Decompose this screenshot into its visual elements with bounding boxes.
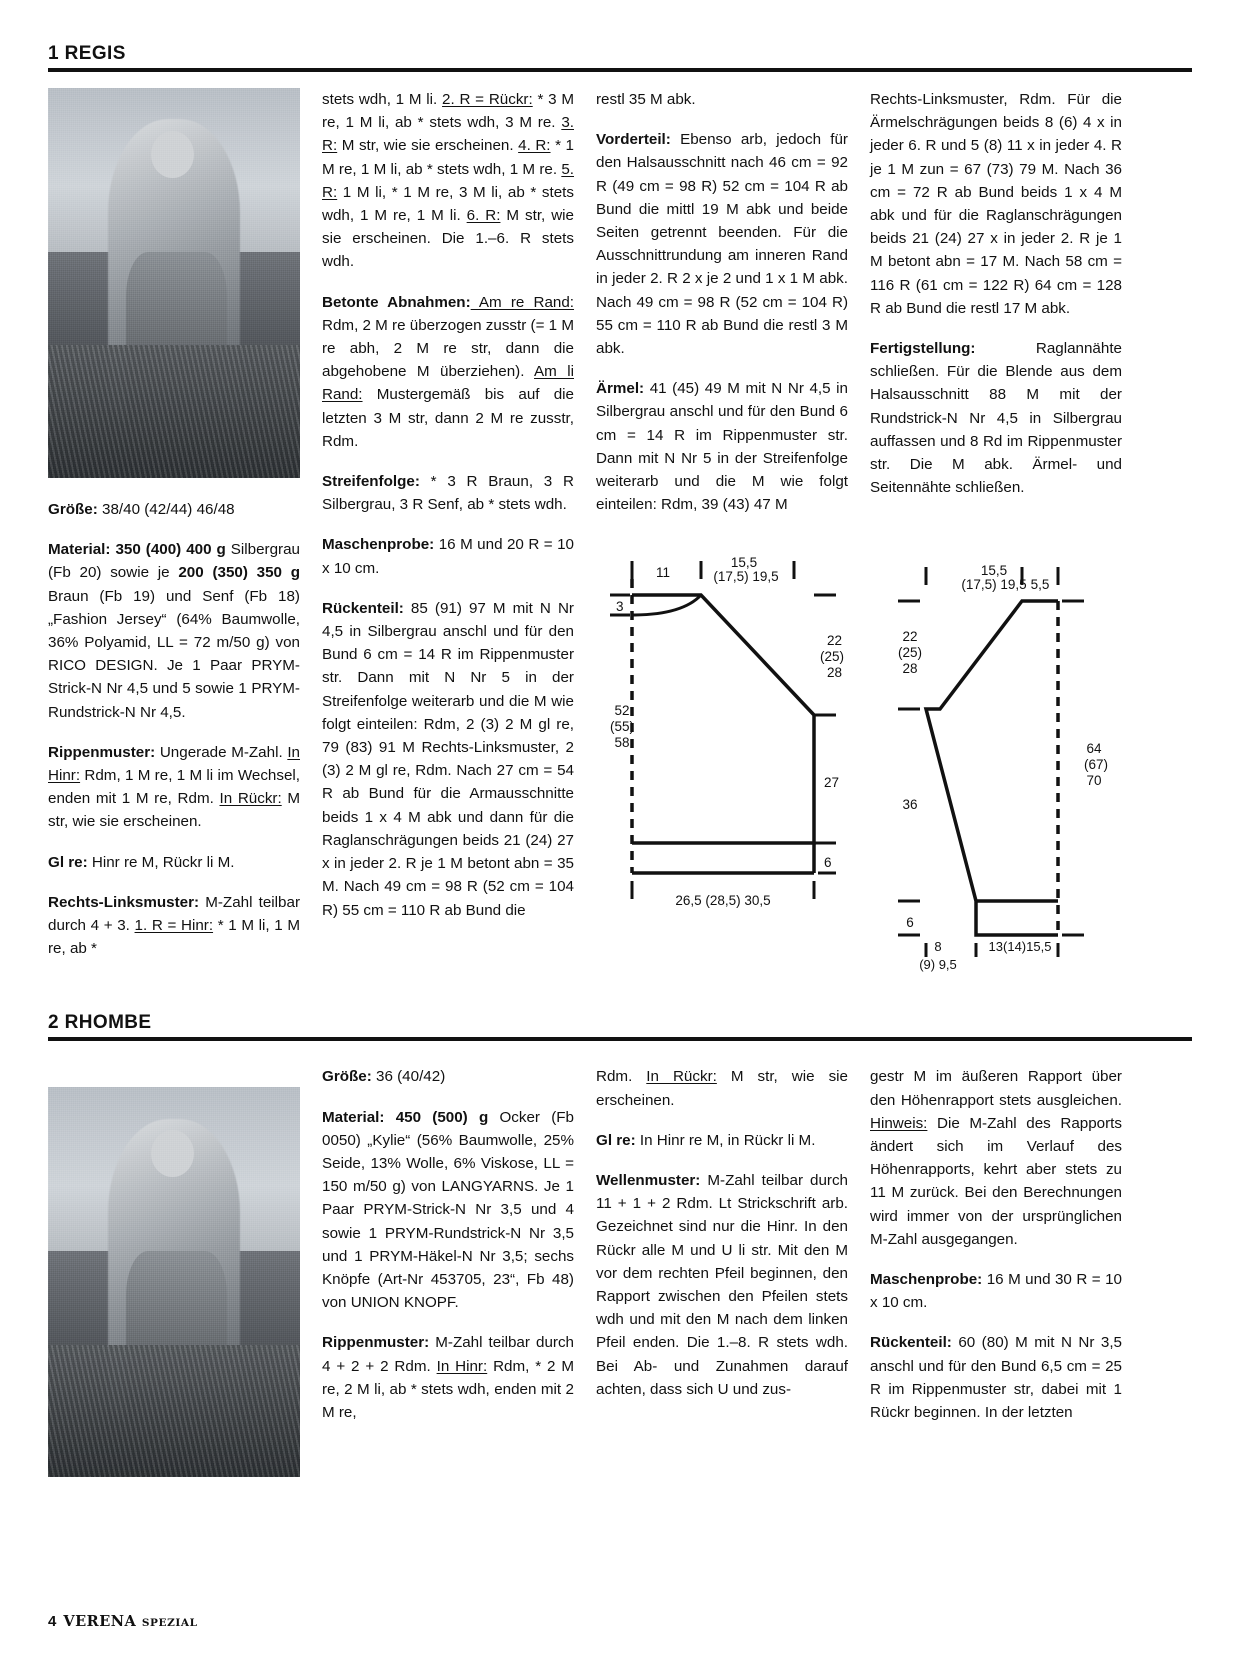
para-rippenmuster-2 xyxy=(322,1331,574,1424)
para-rueckr-2 xyxy=(596,1065,848,1111)
label-aermel: Ärmel: xyxy=(596,380,645,398)
label-groesse-2: Größe: xyxy=(322,1068,372,1086)
dim-raglan-b: (25) xyxy=(819,649,844,665)
para-rueckenteil xyxy=(322,597,574,922)
para-material-2 xyxy=(322,1106,574,1315)
para-betonte-abnahmen xyxy=(322,291,574,453)
column-1-rhombe xyxy=(48,1065,300,1477)
rippen-rueckr: In Rückr: xyxy=(219,790,282,808)
rippen2-t1: M-Zahl teilbar durch 4 + 2 + 2 Rdm. xyxy=(322,1334,574,1375)
pr-row2: 2. R = Rückr: xyxy=(442,91,533,108)
aermel-text: 41 (45) 49 M mit N Nr 4,5 in Silbergrau anschl und für den Bund 6 cm = 14 R im Rippenmuster str. Dann mit N Nr 5 in der Streifenfolge weiterarb und die M wie folgt einteilen: Rdm, 39 (43) 47 M xyxy=(596,380,848,514)
pr-t6: M str, wie sie erscheinen. Die 1.–6. R stets wdh. xyxy=(322,207,574,271)
dim-side-height: 27 xyxy=(824,775,840,791)
ba-am-re-rand: Am re Rand: xyxy=(470,293,575,311)
dim-shoulder-drop: 3 xyxy=(616,599,624,615)
pr-t4: * 1 M re, 1 M li, ab * stets wdh, 1 M re. xyxy=(322,137,574,178)
rueckr2-label: In Rückr: xyxy=(646,1068,717,1086)
label-glre-2: Gl re: xyxy=(596,1131,636,1149)
dim-sleeve-length: 36 xyxy=(902,797,918,813)
pr-row5: 5. R: xyxy=(322,160,574,201)
dim-top-width-2b: (17,5) 19,5 xyxy=(713,569,779,585)
maschenprobe-text: 16 M und 20 R = 10 x 10 cm. xyxy=(322,536,574,577)
pr-t1: stets wdh, 1 M li. xyxy=(322,91,443,108)
glre-text: Hinr re M, Rückr li M. xyxy=(87,853,235,871)
photo-regis xyxy=(48,88,300,478)
para-groesse-2 xyxy=(322,1065,574,1088)
label-rippenmuster: Rippenmuster: xyxy=(48,743,156,761)
pr-t2: * 3 M re, 1 M li, ab * stets wdh, 3 M re. xyxy=(322,91,574,132)
pr-t3: M str, wie sie erscheinen. xyxy=(337,137,519,155)
rapport-t1: gestr M im äußeren Rapport über den Höhenrapport stets ausgleichen. xyxy=(870,1068,1122,1109)
pr-t5: 1 M li, * 1 M re, 3 M li, ab * stets wdh, 1 M re, 1 M li. xyxy=(322,183,574,225)
dim-sleeve-top-c: 5,5 xyxy=(1030,577,1050,593)
para-vorderteil xyxy=(596,128,848,360)
rueckenteil2-text: 60 (80) M mit N Nr 3,5 anschl und für den Bund 6,5 cm = 25 R im Rippenmuster str, dabei mit 1 Rückr beginnen. In der letzten xyxy=(870,1334,1122,1422)
section-title-2: 2 RHOMBE xyxy=(48,1012,152,1034)
para-aermel xyxy=(596,377,848,516)
rippen2-t2: Rdm, * 2 M re, 2 M li, ab * stets wdh, enden mit 2 M re, xyxy=(322,1357,574,1422)
para-rippenmuster xyxy=(48,741,300,834)
para-rapport-cont xyxy=(870,1065,1122,1251)
dim-sleeve-total-a: 64 xyxy=(1086,741,1102,757)
dim-top-width-2a: 15,5 xyxy=(730,555,758,571)
ba-t2: Mustergemäß bis auf die letzten 3 M str, dann 2 M re zusstr, Rdm. xyxy=(322,386,574,450)
section-header-regis xyxy=(48,44,1192,74)
dim-total-a: 52 xyxy=(614,703,630,719)
pr-row6: 6. R: xyxy=(466,207,501,225)
material-text-2: Braun (Fb 19) und Senf (Fb 18) „Fashion Jersey“ (64% Baumwolle, 36% Polyamid, LL = 72 m/50 g) von RICO DESIGN. Je 1 Paar PRYM-Strick-N Nr 4,5 und 5 sowie 1 PRYM-Rundstrick-N Nr 4,5. xyxy=(48,587,300,721)
rippen-text-1: Ungerade M-Zahl. xyxy=(155,743,288,761)
fertigstellung-text: Raglannähte schließen. Für die Blende aus dem Halsausschnitt 88 M mit der Rundstrick-N Nr 4,5 in Silbergrau auffassen und 8 Rd im Rippenmuster str. Die M abk. Ärmel- und Seitennähte schließen. xyxy=(870,340,1122,497)
label-rippenmuster-2: Rippenmuster: xyxy=(322,1334,430,1352)
dim-sleeve-cuff-w2: (9) 9,5 xyxy=(919,957,957,973)
rueckr2-t2: M str, wie sie erscheinen. xyxy=(596,1068,848,1109)
dim-top-width-1: 11 xyxy=(656,565,671,581)
photo2-grain xyxy=(48,1087,300,1477)
para-rest-abk xyxy=(596,88,848,111)
label-streifenfolge: Streifenfolge: xyxy=(322,473,420,491)
para-fertigstellung xyxy=(870,337,1122,499)
wellenmuster-text: M-Zahl teilbar durch 11 + 1 + 2 Rdm. Lt Strickschrift arb. Gezeichnet sind nur die Hinr. In den Rückr alle M und U li str. Mit den M vor dem rechten Pfeil beginnen, den Rapport zwischen den Pfeilen stets wdh und mit den M nach dem linken Pfeil enden. Die 1.–8. R stets wdh. Bei Ab- und Zunahmen darauf achten, dass sich U und zus- xyxy=(596,1172,848,1398)
dim-sleeve-total-c: 70 xyxy=(1086,773,1102,789)
brand-sub: SPEZIAL xyxy=(141,1617,198,1629)
dim-sleeve-top-a: 15,5 xyxy=(980,563,1008,579)
para-rechtslinks xyxy=(48,891,300,961)
schematic-body xyxy=(596,533,848,913)
section-title: 1 REGIS xyxy=(48,43,126,64)
pr-row4: 4. R: xyxy=(518,137,551,155)
label-wellenmuster: Wellenmuster: xyxy=(596,1172,701,1190)
hinweis-label: Hinweis: xyxy=(870,1114,928,1132)
column-4 xyxy=(870,88,1122,977)
magazine-brand xyxy=(63,1613,197,1630)
para-material xyxy=(48,538,300,724)
dim-bottom-width: 26,5 (28,5) 30,5 xyxy=(675,893,771,909)
pr-row3: 3. R: xyxy=(322,114,574,155)
material-amount-2: 200 (350) 350 g xyxy=(178,564,300,582)
rueckr2-t1: Rdm. xyxy=(596,1068,647,1086)
label-rueckenteil: Rückenteil: xyxy=(322,599,404,617)
para-sleeve-cont xyxy=(870,88,1122,320)
material-amount-1: 350 (400) 400 g xyxy=(110,541,226,559)
rest-abk-text: restl 35 M abk. xyxy=(596,91,696,108)
dim-sleeve-raglan-b: (25) xyxy=(897,645,923,661)
page-number: 4 xyxy=(48,1613,57,1630)
label-betonte-abnahmen: Betonte Abnahmen: xyxy=(322,293,471,311)
para-streifenfolge xyxy=(322,470,574,516)
material-text-1: Silbergrau (Fb 20) sowie je xyxy=(48,541,300,582)
para-glre xyxy=(48,851,300,874)
brand-name: VERENA xyxy=(63,1613,137,1630)
maschenprobe2-text: 16 M und 30 R = 10 x 10 cm. xyxy=(870,1271,1122,1312)
section-header-rhombe xyxy=(48,1013,1192,1043)
column-3-rhombe xyxy=(596,1065,848,1477)
dim-raglan-c: 28 xyxy=(826,665,842,681)
para-wellenmuster xyxy=(596,1169,848,1401)
para-maschenprobe-2 xyxy=(870,1268,1122,1314)
column-3 xyxy=(596,88,848,977)
section-divider-2 xyxy=(48,1037,1192,1041)
label-glre: Gl re: xyxy=(48,853,88,871)
rippen-text-2: Rdm, 1 M re, 1 M li im Wechsel, enden mit 1 M re, Rdm. xyxy=(48,767,300,808)
dim-sleeve-hem: 6 xyxy=(906,915,914,931)
label-material: Material: xyxy=(48,541,111,559)
glre2-text: In Hinr re M, in Rückr li M. xyxy=(635,1131,816,1149)
para-maschenprobe xyxy=(322,533,574,579)
para-glre-2 xyxy=(596,1129,848,1152)
dim-sleeve-bottom-w: 13(14)15,5 xyxy=(988,939,1052,955)
para-pattern-rows xyxy=(322,88,574,274)
photo-rhombe xyxy=(48,1087,300,1477)
para-groesse xyxy=(48,498,300,521)
label-maschenprobe-2: Maschenprobe: xyxy=(870,1271,983,1289)
dim-sleeve-total-b: (67) xyxy=(1083,757,1109,773)
sleeve-cont-text: Rechts-Linksmuster, Rdm. Für die Ärmelschrägungen beids 8 (6) 4 x in jeder 6. R und 5 (8) 11 x in jeder 4. R je 1 M zun = 67 (73) 79 M. Nach 36 cm = 72 R ab Bund beids 1 x 4 M abk und für die Raglanschrägungen beids 21 (24) 27 x in jeder 2. R je 1 M betont abn = 17 M. Nach 58 cm = 116 R (61 cm = 122 R) 64 cm = 128 R ab Bund die restl 17 M abk. xyxy=(870,91,1122,317)
streifenfolge-text: * 3 R Braun, 3 R Silbergrau, 3 R Senf, ab * stets wdh. xyxy=(322,473,574,514)
sleeve-schematic-extra-dims xyxy=(870,955,1122,977)
column-1 xyxy=(48,88,300,977)
rueckenteil-text: 85 (91) 97 M mit N Nr 4,5 in Silbergrau anschl und für den Bund 6 cm = 14 R im Rippenmuster str. Dann mit N Nr 5 in der Streifenfolge weiterarb und die M wie folgt einteilen: Rdm, 2 (3) 2 M gl re, 79 (83) 91 M Rechts-Linksmuster, 2 (3) 2 M gl re, Rdm. Nach 27 cm = 54 R ab Bund für die Armausschnitte beids 1 x 4 M abk und dann für die Raglanschrägungen beids 21 (24) 27 x in jeder 2. R je 1 M betont abn = 35 M. Nach 49 cm = 98 R (52 cm = 104 R) 55 cm = 110 R ab Bund die xyxy=(322,599,574,919)
rippen2-hinr: In Hinr: xyxy=(436,1357,488,1375)
dim-sleeve-raglan-c: 28 xyxy=(902,661,918,677)
label-fertigstellung: Fertigstellung: xyxy=(870,340,976,358)
label-maschenprobe: Maschenprobe: xyxy=(322,536,435,554)
section-divider xyxy=(48,68,1192,72)
para-rueckenteil-2 xyxy=(870,1331,1122,1424)
label-rueckenteil-2: Rückenteil: xyxy=(870,1334,952,1352)
section1-columns xyxy=(48,88,1192,977)
label-rechtslinks: Rechts-Linksmuster: xyxy=(48,893,200,911)
material2-text: Ocker (Fb 0050) „Kylie“ (56% Baumwolle, 25% Seide, 13% Wolle, 6% Viskose, LL = 150 m/50 g) von LANGYARNS. Je 1 Paar PRYM-Strick-N Nr 3,5 und 4 sowie 1 PRYM-Rundstrick-N Nr 3,5 und 1 PRYM-Häkel-N Nr 3,5; sechs Knöpfe (Art-Nr 453705, 23“, Fb 48) von UNION KNOPF. xyxy=(322,1108,575,1312)
dim-total-b: (55) xyxy=(609,719,635,735)
ba-am-li-rand: Am li Rand: xyxy=(322,363,574,404)
page-footer xyxy=(48,1613,198,1630)
dim-total-c: 58 xyxy=(614,735,630,751)
rl-text-1: M-Zahl teilbar durch 4 + 3. xyxy=(48,893,300,935)
label-vorderteil: Vorderteil: xyxy=(596,131,671,149)
dim-sleeve-raglan-a: 22 xyxy=(902,629,918,645)
ba-t1: Rdm, 2 M re überzogen zusstr (= 1 M re abh, 2 M re str, dann die abgehobene M überziehen). xyxy=(322,316,574,381)
photo-grain xyxy=(48,88,300,478)
schematic-sleeve xyxy=(870,557,1122,977)
dim-raglan-a: 22 xyxy=(826,633,842,649)
sleeve-schematic-svg xyxy=(870,557,1122,957)
label-groesse: Größe: xyxy=(48,501,98,518)
column-2-rhombe xyxy=(322,1065,574,1477)
value-groesse: 38/40 (42/44) 46/48 xyxy=(97,501,235,518)
rl-text-2: * 1 M li, 1 M re, ab * xyxy=(48,917,300,958)
material2-amount: 450 (500) g xyxy=(384,1108,489,1126)
body-schematic-svg xyxy=(596,533,848,913)
rippen-hinr: In Hinr: xyxy=(48,743,300,785)
rl-row1: 1. R = Hinr: xyxy=(134,917,214,935)
section2-columns xyxy=(48,1065,1192,1477)
column-2 xyxy=(322,88,574,977)
rippen-text-3: M str, wie sie erscheinen. xyxy=(48,790,301,831)
column-4-rhombe xyxy=(870,1065,1122,1477)
rapport-t2: Die M-Zahl des Rapports ändert sich im Verlauf des Höhenrapports, kehrt aber stets zu 11 M zurück. Bei den Berechnungen wird immer von der ursprünglichen M-Zahl ausgegangen. xyxy=(870,1114,1122,1248)
value-groesse-2: 36 (40/42) xyxy=(371,1068,446,1086)
dim-hem: 6 xyxy=(824,855,832,871)
dim-sleeve-top-b: (17,5) 19,5 xyxy=(961,577,1027,593)
label-material-2: Material: xyxy=(322,1108,385,1126)
vorderteil-text: Ebenso arb, jedoch für den Halsausschnitt nach 46 cm = 92 R (49 cm = 98 R) 52 cm = 104 R ab Bund die mittl 19 M abk und beide Seiten getrennt beenden. Für die Ausschnittrundung am inneren Rand in jeder 2. R 2 x je 2 und 1 x 1 M abk. Nach 49 cm = 98 R (52 cm = 104 R) 55 cm = 110 R ab Bund die restl 3 M abk. xyxy=(596,131,848,358)
dim-sleeve-cuff-w: 8 xyxy=(934,939,942,955)
